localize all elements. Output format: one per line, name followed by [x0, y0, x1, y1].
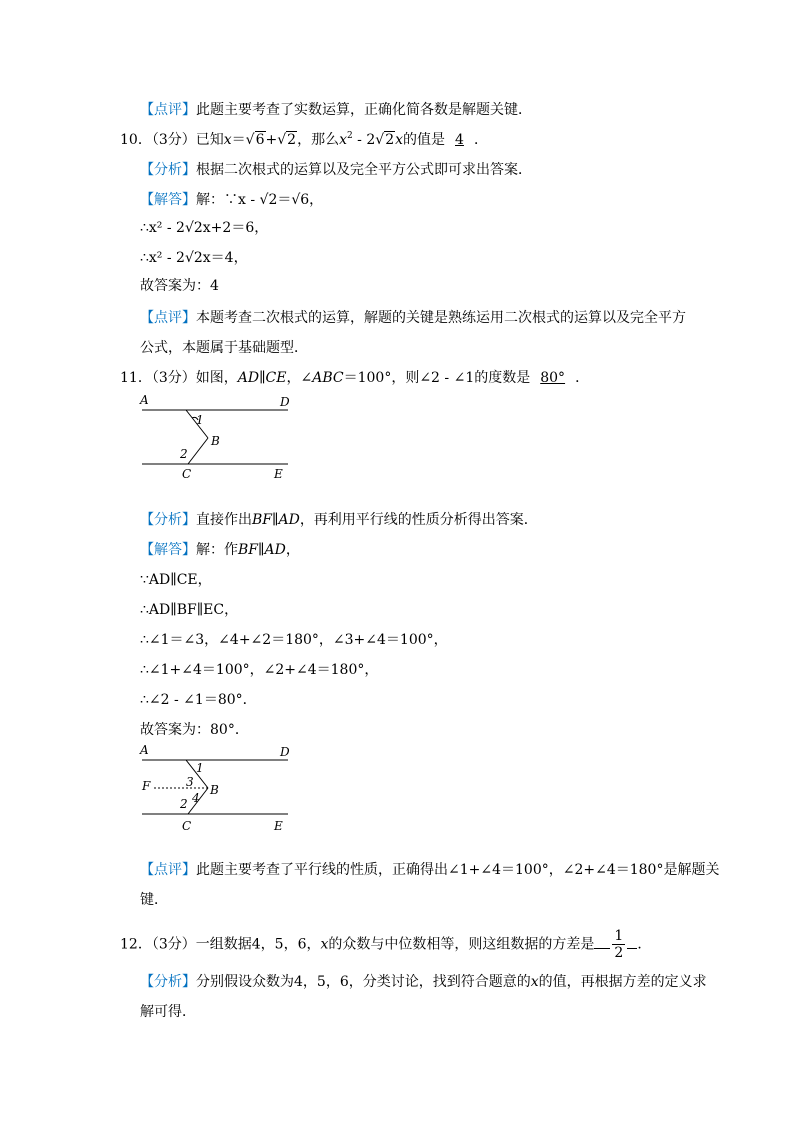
- review-tag: 【点评】: [140, 862, 196, 878]
- exponent: 2: [346, 131, 353, 141]
- label-1: 1: [196, 413, 204, 427]
- stem-text: 如图，: [195, 370, 238, 386]
- label-a: A: [140, 393, 149, 407]
- label-1: 1: [196, 761, 204, 775]
- stem-text: 的值是: [403, 132, 446, 148]
- label-f: F: [142, 779, 151, 793]
- q11-solution-6: ∴∠2 - ∠1＝80°．: [140, 692, 257, 708]
- q11-review-1: [140, 860, 719, 880]
- parallel-relation: BF∥AD: [238, 542, 286, 558]
- label-b: B: [210, 783, 219, 797]
- question-number: 11．: [120, 370, 152, 386]
- minus-two: - 2: [352, 132, 376, 148]
- solution-step: 解：作: [196, 542, 238, 558]
- stem-text: 已知: [195, 132, 224, 148]
- answer-blank: 4: [455, 132, 464, 148]
- answer-blank: 80°: [540, 370, 566, 386]
- q11-solution-4: ∴∠1＝∠3，∠4+∠2＝180°，∠3+∠4＝100°，: [140, 632, 448, 648]
- label-e: E: [274, 819, 283, 833]
- q11-analysis: [140, 510, 538, 530]
- review-text: 本题考查二次根式的运算，解题的关键是熟练运用二次根式的运算以及完全平方: [196, 310, 686, 326]
- q11-review-2: 键．: [140, 892, 168, 908]
- review-text: 此题主要考查了实数运算，正确化简各数是解题关键．: [196, 102, 532, 118]
- solution-tag: 【解答】: [140, 192, 196, 208]
- parallel-lines-figure-2: [138, 740, 298, 840]
- q11-final-answer: 故答案为：80°．: [140, 722, 249, 738]
- analysis-tag: 【分析】: [140, 512, 196, 528]
- period: ．: [637, 936, 652, 953]
- solution-tag: 【解答】: [140, 542, 196, 558]
- review-text: 此题主要考查了平行线的性质，正确得出∠1+∠4＝100°，∠2+∠4＝180°是解题关: [196, 862, 720, 878]
- review-tag: 【点评】: [140, 102, 196, 118]
- q11-solution-5: ∴∠1+∠4＝100°，∠2+∠4＝180°，: [140, 662, 379, 678]
- q10-final-answer: 故答案为：4: [140, 278, 219, 294]
- var-x: x: [223, 132, 232, 148]
- q12-analysis-1: [140, 972, 707, 992]
- radicand-2: 2: [385, 132, 395, 148]
- question-number: 10．: [120, 132, 152, 148]
- q11-solution-3: ∴AD∥BF∥EC，: [140, 602, 239, 618]
- question-number: 12．: [120, 936, 152, 953]
- period: ．: [575, 370, 590, 386]
- analysis-tag: 【分析】: [140, 974, 196, 990]
- review-tag: 【点评】: [140, 310, 196, 326]
- analysis-tag: 【分析】: [140, 162, 196, 178]
- q10-solution-2: ∴x² - 2√2x+2＝6，: [140, 220, 269, 236]
- label-2: 2: [180, 797, 188, 811]
- plus: +: [265, 132, 278, 148]
- question-score: （3分）: [151, 132, 196, 148]
- q11-solution-1: [140, 540, 300, 560]
- label-e: E: [274, 467, 283, 481]
- label-c: C: [182, 819, 192, 833]
- label-d: D: [280, 745, 290, 759]
- question-score: （3分）: [151, 370, 196, 386]
- label-2: 2: [180, 447, 188, 461]
- q10-stem: 10．（3分）已知x＝√6+√2，那么$x^2 - 2√2x$的值是 4 ．: [120, 131, 488, 148]
- analysis-text: 的值，再根据方差的定义求: [538, 974, 707, 990]
- q9-review: [140, 100, 532, 120]
- q12-stem: [120, 928, 651, 968]
- q10-analysis: [140, 160, 532, 180]
- parallel-lines-figure-1: [138, 390, 298, 490]
- analysis-text: 根据二次根式的运算以及完全平方公式即可求出答案．: [196, 162, 532, 178]
- stem-text: ，∠: [286, 370, 313, 386]
- comma: ，: [285, 542, 300, 558]
- q10-review-1: [140, 308, 686, 328]
- parallel-relation: BF∥AD: [252, 512, 300, 528]
- q10-solution-1: [140, 190, 323, 210]
- label-3: 3: [186, 775, 194, 789]
- label-d: D: [280, 395, 290, 409]
- var-x: x: [320, 936, 329, 953]
- label-c: C: [182, 467, 192, 481]
- q11-solution-2: ∵AD∥CE，: [140, 572, 212, 588]
- equals: ＝: [231, 132, 246, 148]
- question-score: （3分）: [151, 936, 196, 953]
- var-x: x: [395, 132, 404, 148]
- var-x: x: [339, 132, 347, 148]
- q11-stem: [120, 368, 589, 388]
- q12-analysis-2: 解可得．: [140, 1004, 196, 1020]
- stem-text: ＝100°，则∠2 - ∠1的度数是: [343, 370, 531, 386]
- radicand-2: 2: [287, 132, 297, 148]
- label-a: A: [140, 743, 149, 757]
- analysis-text: 直接作出: [196, 512, 252, 528]
- solution-step: 解：∵x - √2＝√6，: [196, 192, 324, 208]
- radicand-6: 6: [255, 132, 265, 148]
- segment-bc: [188, 438, 208, 464]
- fraction-denominator: 2: [614, 945, 624, 961]
- stem-text: 的众数与中位数相等，则这组数据的方差是: [328, 936, 595, 953]
- angle-name: ABC: [312, 370, 344, 386]
- stem-text: ，那么: [297, 132, 340, 148]
- q10-solution-3: ∴x² - 2√2x＝4，: [140, 250, 248, 266]
- analysis-text: 分别假设众数为4，5，6，分类讨论，找到符合题意的: [196, 974, 531, 990]
- stem-text: 一组数据4，5，6，: [195, 936, 321, 953]
- fraction-numerator: 1: [614, 928, 624, 944]
- parallel-relation: AD∥CE: [237, 370, 287, 386]
- analysis-text: ，再利用平行线的性质分析得出答案．: [299, 512, 538, 528]
- answer-fraction: [612, 928, 625, 961]
- label-4: 4: [192, 791, 200, 805]
- label-b: B: [211, 434, 220, 448]
- var-x: x: [530, 974, 539, 990]
- q10-review-2: 公式，本题属于基础题型．: [140, 340, 308, 356]
- period: ．: [473, 132, 488, 148]
